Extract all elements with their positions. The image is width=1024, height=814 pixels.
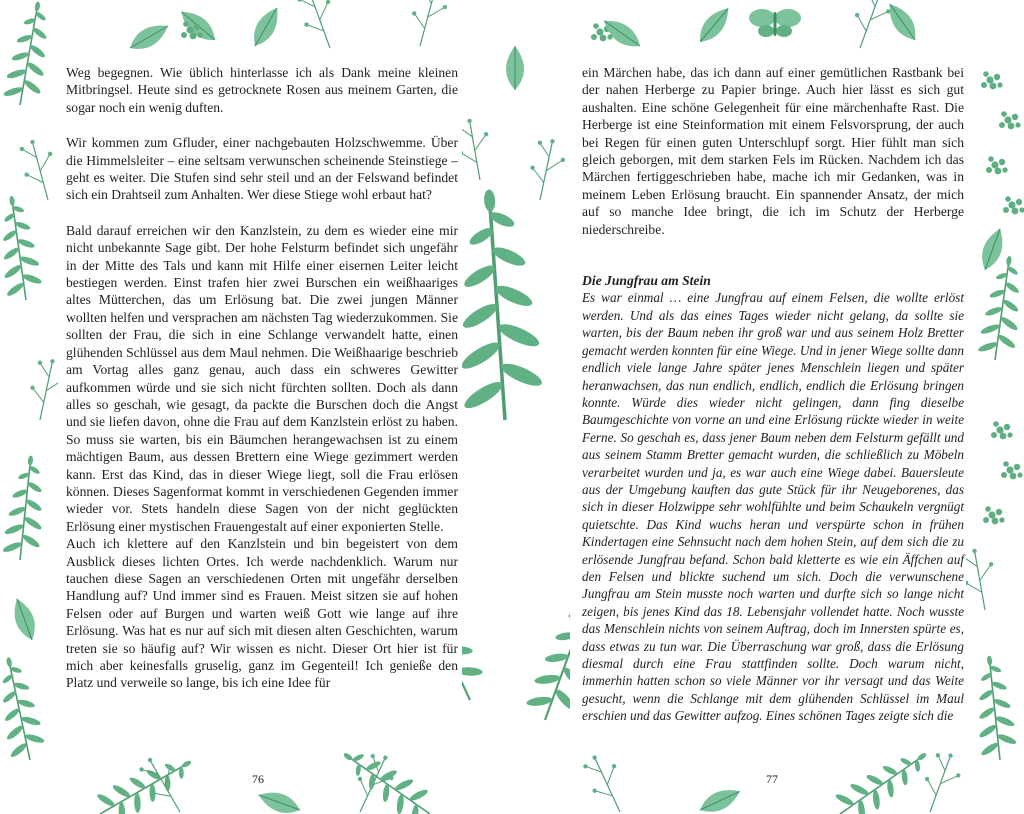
left-paragraph-2: Wir kommen zum Gfluder, einer nachgebauten Holzschwemme. Über die Himmelsleiter – eine seltsam verwunschen scheinende Steinstiege – geht es weiter. Die Stufen sind sehr steil und an der Felswand befindet sich ein Drahtseil zum Anhalten. Wer diese Stiege wohl erbaut hat? (66, 135, 458, 203)
butterfly-icon (749, 9, 801, 37)
berry-cluster-icon (981, 71, 1024, 524)
left-page-text (58, 54, 462, 750)
page-number-right: 77 (762, 772, 782, 787)
left-paragraph-1: Weg begegnen. Wie üblich hinterlasse ich als Dank meine kleinen Mitbringsel. Heute sind es getrocknete Rosen aus meinem Garten, die sogar noch ein wenig duften. (66, 65, 458, 115)
story-text: Es war einmal … eine Jungfrau auf einem Felsen, die wollte erlöst werden. Und als das eines Tages wieder nicht gelang, da sollte sie warten, bis der Baum neben ihr groß war und aus seinem Holz Bretter gemacht werden konnten für eine Wiege. Und in jener Wiege sollte dann endlich viele lange Jahre später jenes Menschlein liegen und später heranwachsen, das nun endlich, endlich, endlich die Erlösung bringen konnte. Würde dies wieder nicht gelingen, dann fing dieselbe Baumgeschichte von vorne an und eine Erlösung rückte wieder in weite Ferne. So geschah es, dass jener Baum neben dem Felsturm gefällt und aus seinem Stamm Bretter gemacht wurden, die schließlich zu Möbeln verarbeitet wurden und ja, es war auch eine Wiege dabei. Bauersleute aus der Umgebung kauften das gute Stück für ihr Neugeborenes, das sich in dieser Holzwippe sehr wohlfühlte und beim Schaukeln vergnügt quietschte. Das Kind wuchs heran und verspürte schon in frühen Kindertagen eine Sehnsucht nach dem hohen Stein, auf dem sich die zu erlösende Jungfrau befand. Schon bald kletterte es wie ein Äffchen auf den Felsen und blickte suchend um sich. Doch die verwunschene Jungfrau am Stein musste noch warten und durfte sich so lange nicht zeigen, bis jenes Kind das 18. Lebensjahr vollendet hatte. Noch wusste das Menschlein nichts von seinem Auftrag, doch im Innersten spürte es, dass etwas zu tun war. Die Überraschung war groß, dass die Erlösung diesmal durch eine Frau stattfinden sollte. Doch warum nicht, immerhin hatten schon so viele Männer vor ihr versagt und das Weite gesucht, wenn die Schlange mit dem glühenden Schlüssel im Maul erschien und das Gewitter aufzog. Eines schönen Tages zeigte sich die (582, 290, 964, 724)
left-paragraph-3: Bald darauf erreichen wir den Kanzlstein, zu dem es wieder eine mir nicht unbekannte Sage gibt. Der hohe Felsturm befindet sich ungefähr in der Mitte des Tals und kann mit Hilfe einer eisernen Leiter leicht bestiegen werden. Einst trafen hier zwei Burschen ein weißhaariges altes Mütterchen, das um Erlösung bat. Die zwei jungen Männer wollten helfen und versprachen am nächsten Tag wiederzukommen. Sie sollten der Frau, die sich in eine Schlange verwandelt hatte, einen glühenden Schlüssel aus dem Maul nehmen. Die Weißhaarige beschrieb am Vortag alles ganz genau, auch dass ein schweres Gewitter aufkommen würde und sie sich nicht fürchten sollten. Doch als dann alles so geschah, wie gesagt, da packte die Burschen doch die Angst und sie liefen davon, ohne die Frau auf dem Kanzlstein erlöst zu haben. So muss sie warten, bis ein Bäumchen herangewachsen ist zu einem mächtigen Baum, aus dessen Brettern eine Wiege gezimmert werden kann. Erst das Kind, das in dieser Wiege liegt, soll die Frau erlösen können. Dieses Sagenformat kommt in verschiedenen Gegenden immer wieder vor. Stets handeln diese Sagen von der nicht geglückten Erlösung einer mystischen Frauengestalt auf einer exponierten Stelle. (66, 222, 458, 534)
fern-leaf-icon (958, 226, 1024, 762)
page-number-left: 76 (248, 772, 268, 787)
left-paragraph-4: Auch ich klettere auf den Kanzlstein und bin begeistert von dem Ausblick dieses lichten Ortes. Ich werde nachdenklich. Warum nur tauchen diese Sagen an verschiedenen Orten mit ungefähr derselben Handlung auf? Und immer sind es Frauen. Meist sitzen sie auf hohen Felsen oder auf Burgen und warten weiß Gott wie lange auf ihre Erlösung. Was hat es nur auf sich mit diesen alten Geschichten, warum treten sie so häufig auf? Wir wissen es nicht. Dieser Ort hier ist für mich aber keinesfalls gruselig, ganz im Gegenteil! Ich genieße den Platz und verweile so lange, bis ich eine Idee für (66, 536, 458, 691)
right-intro-paragraph: ein Märchen habe, das ich dann auf einer gemütlichen Rastbank bei der nahen Herberge zu Papier bringe. Auch hier lässt es sich gut aushalten. Eine schöne Gelegenheit für eine märchenhafte Rast. Die Herberge ist eine Steinformation mit einem Felsvorsprung, der auch bei Regen für einen guten Unterschlupf sorgt. Hier fühlt man sich gleich geborgen, mit dem starken Fels im Rücken. Nachdem ich das Märchen fertiggeschrieben habe, mache ich mir Gedanken, was in meinem Leben Erlösung braucht. Ein spannender Ansatz, der mich auf so manche Idee bringt, die ich im Schutz der Herberge niederschreibe. (582, 65, 964, 237)
right-page-text (570, 54, 966, 750)
story-title: Die Jungfrau am Stein (582, 273, 711, 289)
